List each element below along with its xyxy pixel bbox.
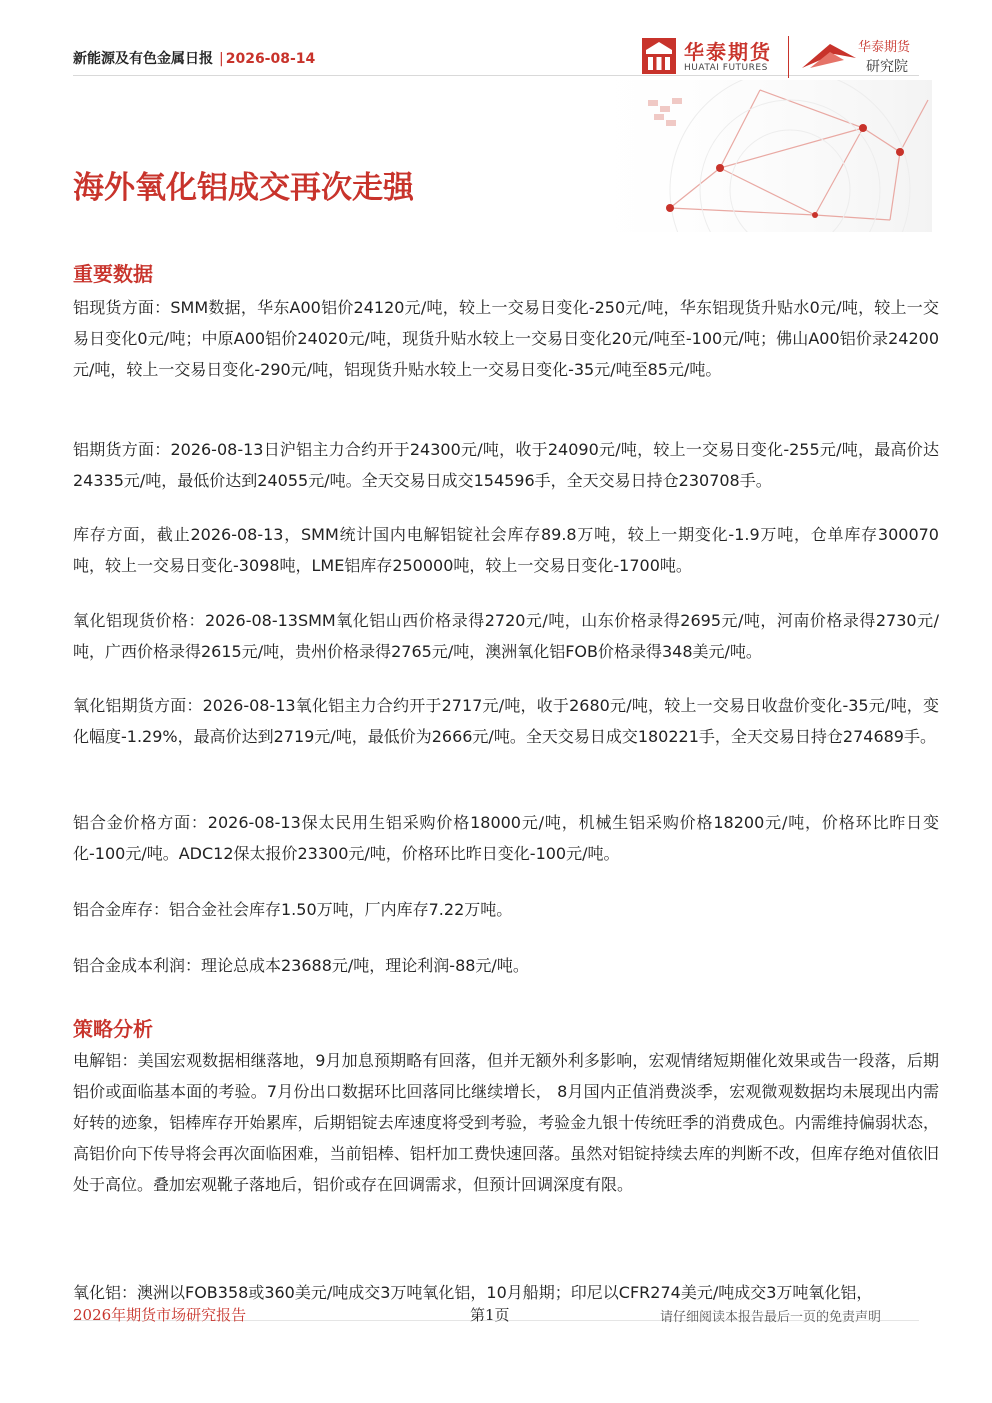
report-name-line bbox=[73, 48, 315, 68]
paragraph-alloy-price: 铝合金价格方面：2026-08-13保太民用生铝采购价格18000元/吨，机械生铝采购价格18200元/吨，价格环比昨日变化-100元/吨。ADC12保太报价23300元/吨，价格环比昨日变化-100元/吨。 bbox=[73, 813, 939, 863]
paragraph-alumina-strategy: 氧化铝：澳洲以FOB358或360美元/吨成交3万吨氧化铝，10月船期；印尼以CFR274美元/吨成交3万吨氧化铝， bbox=[73, 1283, 873, 1302]
page-title: 海外氧化铝成交再次走强 bbox=[73, 170, 414, 206]
page-number: 第1页 bbox=[470, 1306, 510, 1324]
section-heading-key-data: 重要数据 bbox=[73, 262, 153, 286]
institute-name-line1: 华泰期货 bbox=[858, 40, 911, 55]
header-separator: | bbox=[219, 51, 224, 67]
report-name: 新能源及有色金属日报 bbox=[73, 51, 213, 67]
institute-name-line2: 研究院 bbox=[866, 59, 908, 75]
paragraph-inventory: 库存方面，截止2026-08-13，SMM统计国内电解铝锭社会库存89.8万吨，较上一期变化-1.9万吨，仓单库存300070吨，较上一交易日变化-3098吨，LME铝库存250000吨，较上一交易日变化-1700吨。 bbox=[73, 525, 939, 575]
brand-name-cn: 华泰期货 bbox=[684, 40, 772, 64]
report-header bbox=[0, 0, 992, 232]
huatai-logo-icon bbox=[642, 38, 676, 74]
paragraph-alumina-spot: 氧化铝现货价格：2026-08-13SMM氧化铝山西价格录得2720元/吨，山东价格录得2695元/吨，河南价格录得2730元/吨，广西价格录得2615元/吨，贵州价格录得2765元/吨，澳洲氧化铝FOB价格录得348美元/吨。 bbox=[73, 611, 939, 661]
brand-logo bbox=[640, 34, 930, 82]
brand-name-en: HUATAI FUTURES bbox=[684, 63, 768, 73]
paragraph-alloy-cost-profit: 铝合金成本利润：理论总成本23688元/吨，理论利润-88元/吨。 bbox=[73, 956, 529, 975]
paragraph-alloy-inventory: 铝合金库存：铝合金社会库存1.50万吨，厂内库存7.22万吨。 bbox=[73, 900, 513, 919]
paragraph-electrolytic-aluminum: 电解铝：美国宏观数据相继落地，9月加息预期略有回落，但并无额外利多影响，宏观情绪短期催化效果或告一段落，后期铝价或面临基本面的考验。7月份出口数据环比回落同比继续增长， 8月国内正值消费淡季，宏观微观数据均未展现出内需好转的迹象，铝棒库存开始累库，后期铝锭去库速度将受到考验，考验金九银十传统旺季的消费成色。内需维持偏弱状态，高铝价向下传导将会再次面临困难，当前铝棒、铝杆加工费快速回落。虽然对铝锭持续去库的判断不改，但库存绝对值依旧处于高位。叠加宏观靴子落地后，铝价或存在回调需求，但预计回调深度有限。 bbox=[73, 1051, 939, 1194]
institute-logo-icon bbox=[800, 40, 858, 70]
section-heading-strategy: 策略分析 bbox=[73, 1017, 153, 1041]
footer-report-label: 2026年期货市场研究报告 bbox=[73, 1306, 247, 1324]
logo-divider bbox=[788, 36, 789, 78]
report-date: 2026-08-14 bbox=[225, 51, 316, 67]
footer-disclaimer: 请仔细阅读本报告最后一页的免责声明 bbox=[660, 1310, 882, 1325]
paragraph-aluminum-futures: 铝期货方面：2026-08-13日沪铝主力合约开于24300元/吨，收于24090元/吨，较上一交易日变化-255元/吨，最高价达24335元/吨，最低价达到24055元/吨。全天交易日成交154596手，全天交易日持仓230708手。 bbox=[73, 440, 939, 490]
paragraph-aluminum-spot: 铝现货方面：SMM数据，华东A00铝价24120元/吨，较上一交易日变化-250元/吨，华东铝现货升贴水0元/吨，较上一交易日变化0元/吨；中原A00铝价24020元/吨，现货升贴水较上一交易日变化20元/吨至-100元/吨；佛山A00铝价录24200元/吨，较上一交易日变化-290元/吨，铝现货升贴水较上一交易日变化-35元/吨至85元/吨。 bbox=[73, 298, 939, 379]
network-decoration-icon bbox=[560, 80, 932, 232]
paragraph-alumina-futures: 氧化铝期货方面：2026-08-13氧化铝主力合约开于2717元/吨，收于2680元/吨，较上一交易日收盘价变化-35元/吨，变化幅度-1.29%，最高价达到2719元/吨，最低价为2666元/吨。全天交易日成交180221手，全天交易日持仓274689手。 bbox=[73, 696, 939, 746]
